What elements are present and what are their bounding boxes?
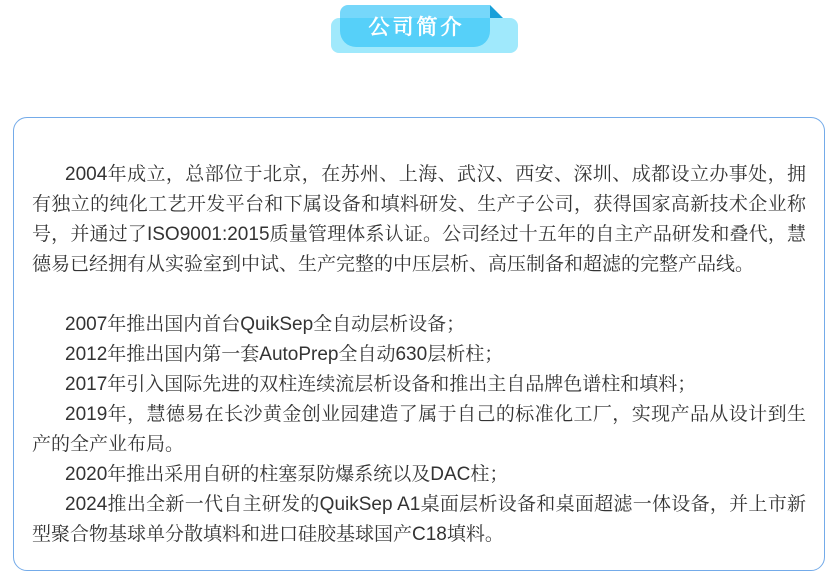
intro-paragraph: 2004年成立，总部位于北京，在苏州、上海、武汉、西安、深圳、成都设立办事处，拥有独立的纯化工艺开发平台和下属设备和填料研发、生产子公司，获得国家高新技术企业称号，并通过了ISO9001:2015质量管理体系认证。公司经过十五年的自主产品研发和叠代，慧德易已经拥有从实验室到中试、生产完整的中压层析、高压制备和超滤的完整产品线。 xyxy=(32,164,806,275)
section-title: 公司简介 xyxy=(368,16,465,39)
milestone-item-2012: 2012年推出国内第一套AutoPrep全自动630层析柱； xyxy=(65,344,504,365)
company-intro-card xyxy=(13,117,825,571)
ribbon-fold-icon xyxy=(490,5,503,18)
milestone-item-2017: 2017年引入国际先进的双柱连续流层析设备和推出主自品牌色谱柱和填料； xyxy=(65,374,697,395)
milestone-item-2024: 2024推出全新一代自主研发的QuikSep A1桌面层析设备和桌面超滤一体设备，并上市新型聚合物基球单分散填料和进口硅胶基球国产C18填料。 xyxy=(32,494,806,545)
milestone-item-2020: 2020年推出采用自研的柱塞泵防爆系统以及DAC柱； xyxy=(65,464,509,485)
section-title-tab xyxy=(340,5,490,47)
milestone-item-2019: 2019年，慧德易在长沙黄金创业园建造了属于自己的标准化工厂，实现产品从设计到生产的全产业布局。 xyxy=(32,404,806,455)
milestone-item-2007: 2007年推出国内首台QuikSep全自动层析设备； xyxy=(65,314,466,335)
